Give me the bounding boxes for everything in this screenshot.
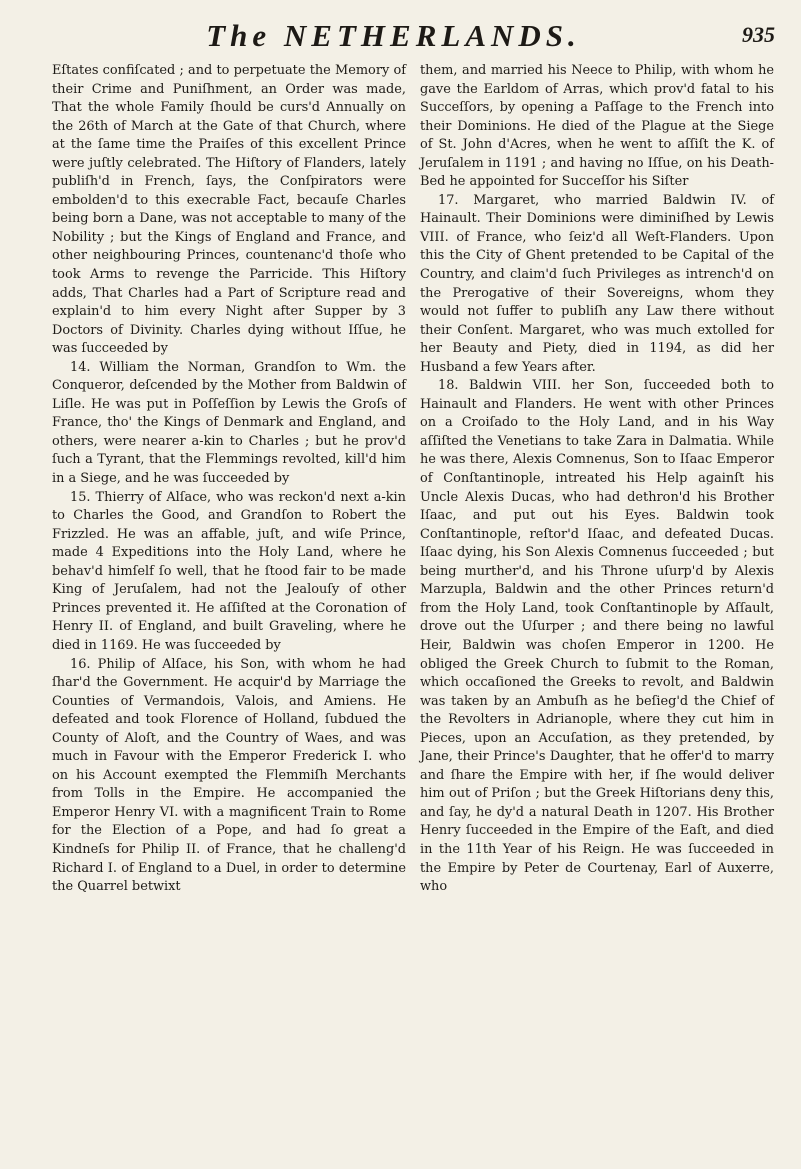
paragraph: 14. William the Norman, Grandſon to Wm. the Conqueror, deſcended by the Mother from Baldwin of Liſle. He was put in Poſſeſſion by Lewis the Groſs of France, tho' the Kings of Denmark and England, and others, were nearer a-kin to Charles ; but he prov'd ſuch a Tyrant, that the Flemmings revolted, kill'd him in a Siege, and he was ſucceeded by <box>52 359 406 487</box>
right-column <box>420 62 774 897</box>
text-columns <box>52 62 775 897</box>
paragraph: 15. Thierry of Alſace, who was reckon'd next a-kin to Charles the Good, and Grandſon to Robert the Frizzled. He was an affable, juſt, and wiſe Prince, made 4 Expeditions into the Holy Land, where he behav'd himſelf ſo well, that he ſtood fair to be made King of Jeruſalem, had not the Jealouſy of other Princes prevented it. He aſſiſted at the Coronation of Henry II. of England, and built Graveling, where he died in 1169. He was ſucceeded by <box>52 489 406 653</box>
paragraph: 17. Margaret, who married Baldwin IV. of Hainault. Their Dominions were diminiſhed by Lewis VIII. of France, who ſeiz'd all Weſt-Flanders. Upon this the City of Ghent pretended to be Capital of the Country, and claim'd ſuch Privileges as intrench'd on the Prerogative of their Sovereigns, whom they would not ſuffer to publiſh any Law there without their Conſent. Margaret, who was much extolled for her Beauty and Piety, died in 1194, as did her Husband a few Years after. <box>420 192 774 375</box>
running-title: The NETHERLANDS. <box>206 18 581 53</box>
paragraph: 18. Baldwin VIII. her Son, ſucceeded both to Hainault and Flanders. He went with other Princes on a Croiſado to the Holy Land, and in his Way aſſiſted the Venetians to take Zara in Dalmatia. While he was there, Alexis Comnenus, Son to Iſaac Emperor of Conſtantinople, intreated his Help againſt his Uncle Alexis Ducas, who had dethron'd his Brother Iſaac, and put out his Eyes. Baldwin took Conſtantinople, reſtor'd Iſaac, and defeated Ducas. Iſaac dying, his Son Alexis Comnenus ſucceeded ; but being murther'd, and his Throne uſurp'd by Alexis Marzupla, Baldwin and the other Princes return'd from the Holy Land, took Conſtantinople by Aſſault, drove out the Uſurper ; and there being no lawful Heir, Baldwin was choſen Emperor in 1200. He obliged the Greek Church to ſubmit to the Roman, which occaſioned the Greeks to revolt, and Baldwin was taken by an Ambuſh as he beſieg'd the Chief of the Revolters in Adrianople, where they cut him in Pieces, upon an Accuſation, as they pretended, by Jane, their Prince's Daughter, that he offer'd to marry and ſhare the Empire with her, if ſhe would deliver him out of Priſon ; but the Greek Hiſtorians deny this, and ſay, he dy'd a natural Death in 1207. His Brother Henry ſucceeded in the Empire of the Eaſt, and died in the 11th Year of his Reign. He was ſucceeded in the Empire by Peter de Courtenay, Earl of Auxerre, who <box>420 378 774 895</box>
paragraph: 16. Philip of Alſace, his Son, with whom he had ſhar'd the Government. He acquir'd by Marriage the Counties of Vermandois, Valois, and Amiens. He defeated and took Florence of Holland, ſubdued the County of Aloſt, and the Country of Waes, and was much in Favour with the Emperor Frederick I. who on his Account exempted the Flemmiſh Merchants from Tolls in the Empire. He accompanied the Emperor Henry VI. with a magnificent Train to Rome for the Election of a Pope, and had ſo great a Kindneſs for Philip II. of France, that he challeng'd Richard I. of England to a Duel, in order to determine the Quarrel betwixt <box>52 656 406 895</box>
paragraph: Eſtates confiſcated ; and to perpetuate the Memory of their Crime and Puniſhment, an Order was made, That the whole Family ſhould be curs'd Annually on the 26th of March at the Gate of that Church, where at the ſame time the Praiſes of this excellent Prince were juſtly celebrated. The Hiſtory of Flanders, lately publiſh'd in French, ſays, the Conſpirators were embolden'd to this execrable Fact, becauſe Charles being born a Dane, was not acceptable to many of the Nobility ; but the Kings of England and France, and other neighbouring Princes, countenanc'd thoſe who took Arms to revenge the Parricide. This Hiſtory adds, That Charles had a Part of Scripture read and explain'd to him every Night after Supper by 3 Doctors of Divinity. Charles dying without Iſſue, he was ſucceeded by <box>52 63 406 357</box>
page-number: 935 <box>742 22 775 47</box>
page-header <box>52 18 775 56</box>
paragraph: them, and married his Neece to Philip, with whom he gave the Earldom of Arras, which prov'd fatal to his Succeſſors, by opening a Paſſage to the French into their Dominions. He died of the Plague at the Siege of St. John d'Acres, when he went to aſſiſt the K. of Jeruſalem in 1191 ; and having no Iſſue, on his Death-Bed he appointed for Succeſſor his Siſter <box>420 63 774 190</box>
left-column <box>52 62 406 897</box>
